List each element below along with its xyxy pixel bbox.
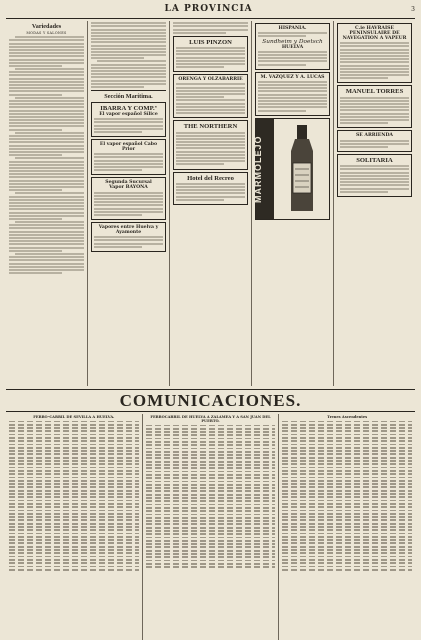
ad-manuel-title: MANUEL TORRES: [345, 88, 404, 96]
ad-solitaria-title: SOLITARIA: [356, 157, 393, 165]
ad-vazquez: [255, 72, 330, 116]
ad-huelva-label: HUELVA: [281, 44, 304, 50]
timetable-huelva-zalamea: [143, 414, 280, 640]
newspaper-title: LA PROVINCIA: [164, 4, 253, 14]
article-columns: [6, 21, 415, 386]
section-heading-maritima: Sección Marítima.: [104, 92, 153, 100]
article-continuation: [91, 22, 166, 88]
orenga-price-table: [176, 99, 245, 114]
ad-hispania: [255, 23, 330, 70]
column-1: [6, 21, 88, 386]
ad-arrienda: [337, 130, 412, 152]
ad-ibarra-sub: El vapor español Sílice: [99, 111, 158, 117]
ad-manuel-torres: [337, 85, 412, 128]
ad-luis-title: LUIS PINZON: [189, 38, 232, 46]
ad-ibarra-title: IBARRA Y COMP.ª: [100, 104, 157, 112]
page-number: 3: [411, 6, 415, 13]
section-subtitle: MODAS Y SALONES: [26, 31, 67, 35]
ad-segunda-title: Segunda Sucursal: [105, 180, 152, 186]
ad-segunda-sucursal: [91, 177, 166, 220]
ad-solitaria: [337, 154, 412, 197]
ad-orenga: [173, 74, 248, 118]
timetable-3-title: Trenes Ascendentes: [327, 415, 368, 419]
ad-hispania-title: HISPANIA.: [278, 26, 307, 31]
column-5: [334, 21, 415, 386]
ad-vapores-title: Vapores entre Huelva y Ayamonte: [98, 225, 159, 236]
ad-hotel-recreo: [173, 172, 248, 205]
timetable-ascendentes: [279, 414, 415, 640]
ad-ibarra: [91, 102, 166, 137]
column-3: [170, 21, 252, 386]
bottle-illustration-icon: [274, 119, 329, 219]
ad-bayona-title: Vapor BAYONA: [109, 185, 148, 191]
ad-marmolejo: [255, 118, 330, 220]
masthead: [6, 4, 415, 19]
article-text-block: [9, 36, 84, 274]
ad-northern-title: THE NORTHERN: [183, 123, 238, 131]
ad-vazquez-title: M. VAZQUEZ Y A. LUCAS: [260, 74, 325, 80]
ad-havraise-title: C.ie HAVRAISE PENINSULAIRE DE NAVEGATION A VAPEUR: [342, 26, 407, 41]
ad-luis-pinzon: [173, 36, 248, 73]
timetable-1-title: FERRO-CARRIL DE SEVILLA A HUELVA.: [33, 415, 115, 419]
ad-cabo-title: El vapor español Cabo Prior: [99, 142, 158, 153]
timetable-sevilla-huelva: [6, 414, 143, 640]
ad-vapores-ayamonte: [91, 222, 166, 252]
timetable-2-title: FERROCARRIL DE HUELVA A ZALAMEA Y A SAN JUAN DEL PUERTO.: [150, 415, 271, 423]
column-2: [88, 21, 170, 386]
railway-timetables: [6, 414, 415, 640]
ad-cabo-prior: [91, 139, 166, 175]
ad-sundheim-title: Sundheim y Doetsch: [262, 38, 323, 45]
column-4: [252, 21, 334, 386]
ad-orenga-title: ORENGA Y OLZABARRIE: [178, 77, 243, 83]
ad-havraise: [337, 23, 412, 83]
ad-hotel-title: Hotel del Recreo: [187, 174, 234, 182]
ad-arrienda-title: SE ARRIENDA: [355, 133, 393, 139]
section-heading-variedades: Variedades: [31, 23, 62, 30]
ad-northern: [173, 120, 248, 169]
ad-marmolejo-title: MARMOLEJO: [256, 119, 274, 219]
section-banner-comunicaciones: COMUNICACIONES.: [6, 389, 415, 412]
